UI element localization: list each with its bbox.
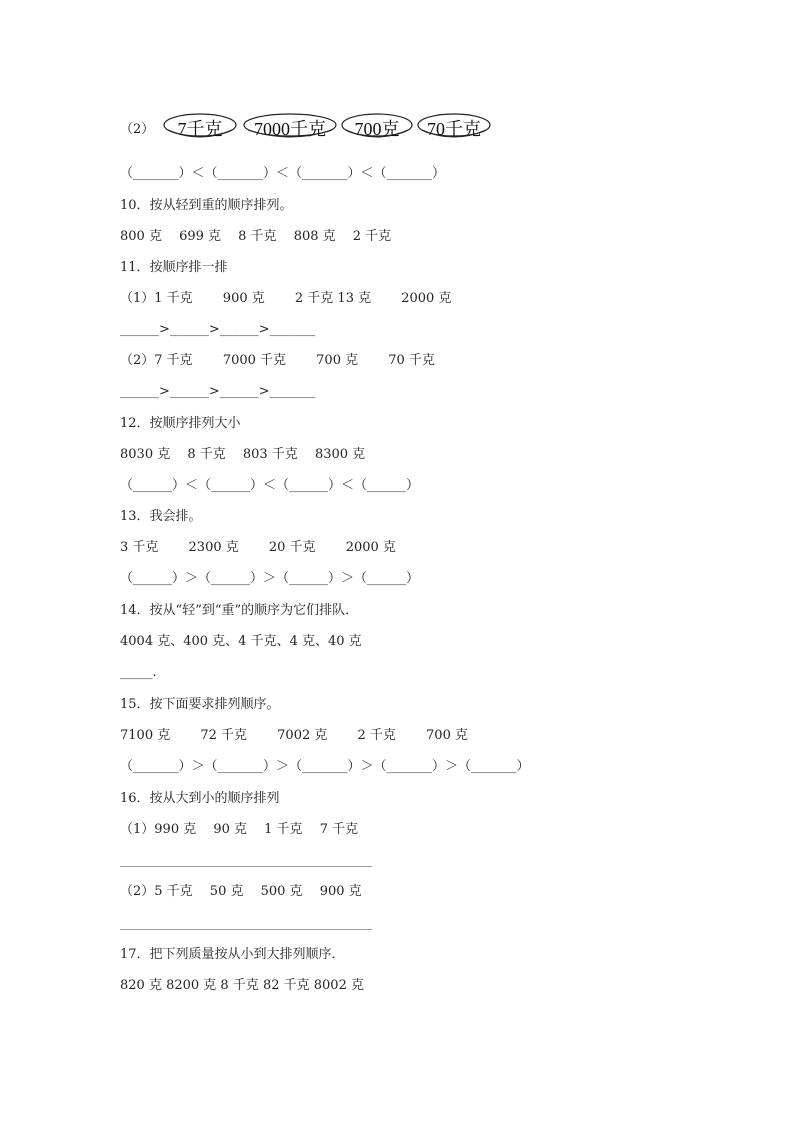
question-14-items: 4004 克、400 克、4 千克、4 克、40 克 (120, 634, 362, 649)
answer-blanks[interactable]: ______>______>______>_______ (120, 384, 316, 399)
answer-blanks[interactable]: （______）＜（______）＜（______）＜（______） (120, 478, 420, 493)
weight-plate-label: 70千克 (427, 119, 481, 139)
weight-plate-2 (242, 112, 338, 140)
answer-blanks[interactable]: ______>______>______>_______ (120, 322, 316, 337)
question-15-items: 7100 克 72 千克 7002 克 2 千克 700 克 (120, 728, 468, 743)
question-15-title: 15．按下面要求排列顺序。 (120, 697, 280, 712)
question-13-title: 13．我会排。 (120, 509, 202, 524)
question-11-part-1: （1）1 千克 900 克 2 千克 13 克 2000 克 (120, 291, 452, 306)
question-16-part-2: （2）5 千克 50 克 500 克 900 克 (120, 884, 362, 899)
weight-plate-1 (162, 112, 238, 140)
answer-line[interactable] (120, 929, 372, 930)
question-13-items: 3 千克 2300 克 20 千克 2000 克 (120, 540, 396, 555)
sub-question-label: （2） (120, 122, 155, 137)
question-16-part-1: （1）990 克 90 克 1 千克 7 千克 (120, 822, 359, 837)
answer-blanks[interactable]: （______）＞（______）＞（______）＞（______） (120, 571, 420, 586)
answer-blanks[interactable]: （_______）＞（_______）＞（_______）＞（_______）＞（_______） (120, 759, 530, 774)
answer-blank[interactable]: _____. (120, 665, 157, 680)
question-17-items: 820 克 8200 克 8 千克 82 千克 8002 克 (120, 978, 364, 993)
question-16-title: 16．按从大到小的顺序排列 (120, 791, 280, 806)
question-17-title: 17．把下列质量按从小到大排列顺序． (120, 947, 345, 962)
question-12-items: 8030 克 8 千克 803 千克 8300 克 (120, 447, 366, 462)
weight-plate-4 (416, 112, 492, 140)
question-11-title: 11．按顺序排一排 (120, 260, 228, 275)
question-10-items: 800 克 699 克 8 千克 808 克 2 千克 (120, 229, 392, 244)
weight-plate-3 (340, 112, 414, 140)
question-14-title: 14．按从“轻”到“重”的顺序为它们排队． (120, 603, 359, 618)
answer-blanks[interactable]: （_______）＜（_______）＜（_______）＜（_______） (120, 166, 446, 181)
weight-plate-label: 700克 (354, 119, 400, 139)
question-10-title: 10．按从轻到重的顺序排列。 (120, 198, 293, 213)
question-12-title: 12．按顺序排列大小 (120, 416, 241, 431)
weight-plate-label: 7千克 (177, 119, 223, 139)
weight-plate-label: 7000千克 (254, 119, 326, 139)
answer-line[interactable] (120, 866, 372, 867)
question-11-part-2: （2）7 千克 7000 千克 700 克 70 千克 (120, 353, 435, 368)
